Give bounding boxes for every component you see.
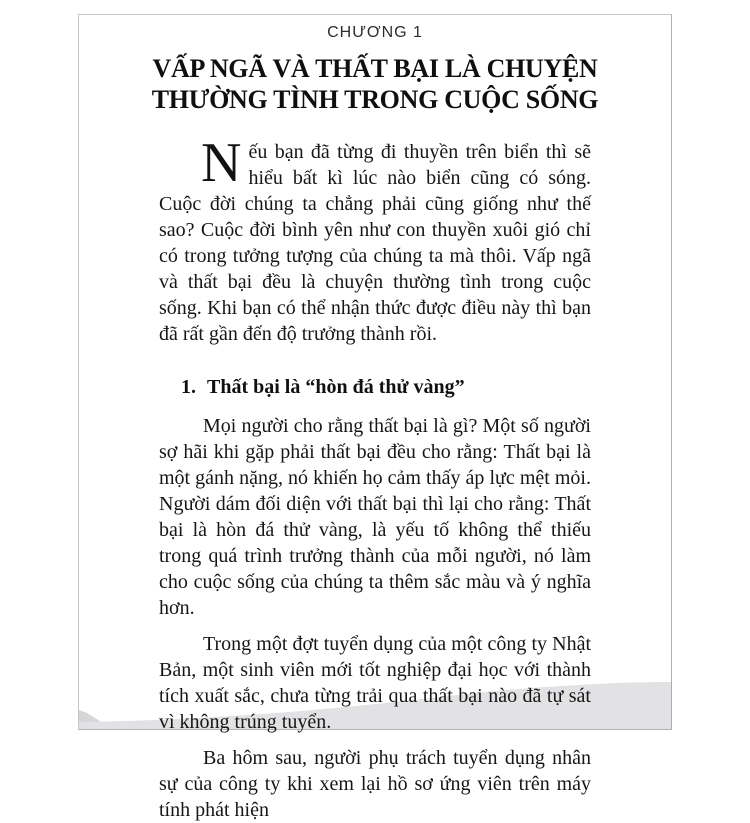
- body-paragraph-2: Mọi người cho rằng thất bại là gì? Một số người sợ hãi khi gặp phải thất bại đều cho rằng: Thất bại là một gánh nặng, nó khiến họ cảm thấy áp lực mệt mỏi. Người dám đối diện với thất bại thì lại cho rằng: Thất bại là hòn đá thử vàng, là yếu tố không thể thiếu trong quá trình trưởng thành của mỗi người, nó làm cho cuộc sống của chúng ta thêm sắc màu và ý nghĩa hơn.: [159, 415, 591, 619]
- book-page: [78, 14, 672, 821]
- drop-cap-letter: N: [201, 132, 242, 194]
- section-heading: [159, 374, 591, 400]
- section-number: 1.: [181, 376, 196, 398]
- body-paragraph-4: Ba hôm sau, người phụ trách tuyển dụng nhân sự của công ty khi xem lại hồ sơ ứng viên trên máy tính phát hiện: [159, 747, 591, 821]
- page-body-text: [159, 132, 591, 823]
- chapter-label: CHƯƠNG 1: [327, 24, 423, 41]
- body-paragraph-3: Trong một đợt tuyển dụng của một công ty Nhật Bản, một sinh viên mới tốt nghiệp đại học với thành tích xuất sắc, chưa từng trải qua thất bại nào đã tự sát vì không trúng tuyển.: [159, 633, 591, 733]
- intro-paragraph-text: ếu bạn đã từng đi thuyền trên biển thì sẽ hiểu bất kì lúc nào biển cũng có sóng. Cuộc đời chúng ta chẳng phải cũng giống như thế sao? Cuộc đời bình yên như con thuyền xuôi gió chỉ có trong tưởng tượng của chúng ta mà thôi. Vấp ngã và thất bại đều là chuyện thường tình trong cuộc sống. Khi bạn có thể nhận thức được điều này thì bạn đã rất gần đến độ trưởng thành rồi.: [159, 141, 591, 345]
- page-title-line-2: THƯỜNG TÌNH TRONG CUỘC SỐNG: [151, 85, 599, 114]
- section-title: Thất bại là “hòn đá thử vàng”: [207, 376, 465, 398]
- page-title: [79, 53, 671, 115]
- page-title-line-1: VẤP NGÃ VÀ THẤT BẠI LÀ CHUYỆN: [152, 54, 598, 83]
- intro-paragraph: [159, 132, 591, 347]
